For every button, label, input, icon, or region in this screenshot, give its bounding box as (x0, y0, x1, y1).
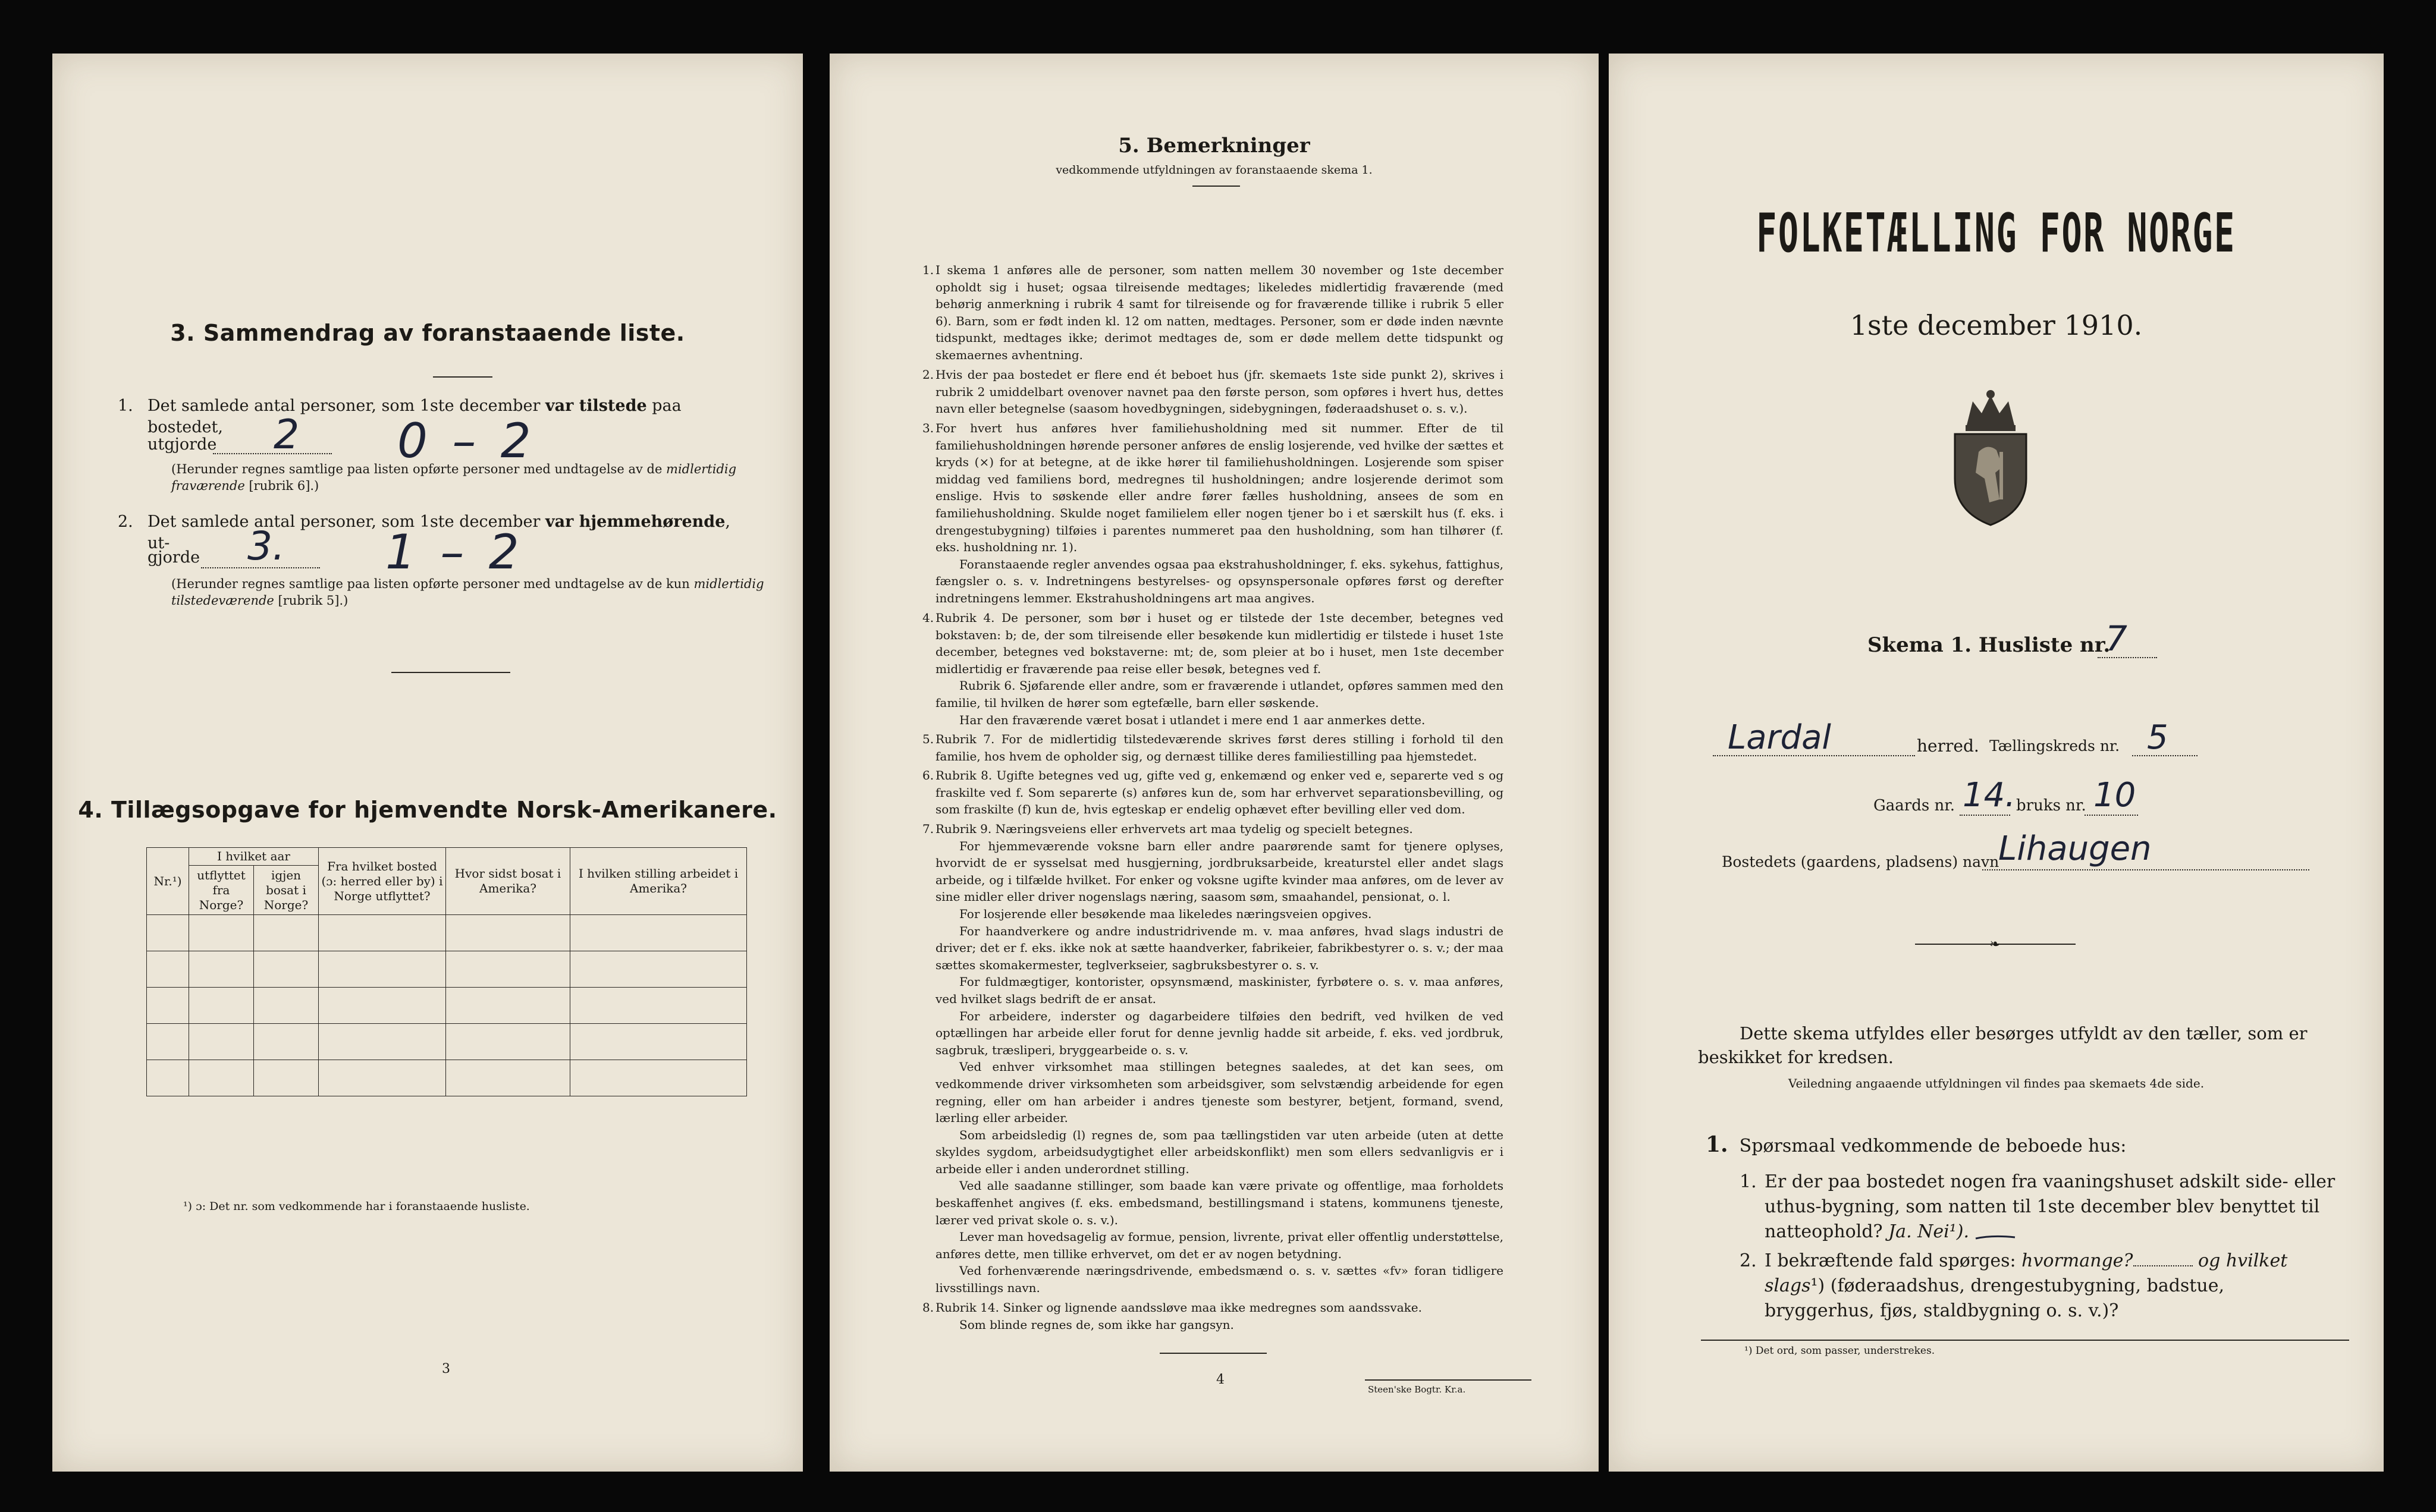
col-header-hvor-bosat: Hvor sidst bosat i Amerika? (446, 848, 570, 915)
fill-line (213, 453, 332, 454)
page-number: 4 (1216, 1372, 1225, 1387)
handwritten-annotation: 0 – 2 (397, 413, 536, 469)
page-footnote: ¹) Det ord, som passer, understrekes. (1744, 1345, 1935, 1357)
item-number: 2. (118, 513, 133, 531)
handwritten-bruks-nr: 10 (2093, 776, 2136, 815)
remark-paragraph: Rubrik 6. Sjøfarende eller andre, som er fraværende i utlandet, opføres sammen med den familie, til hvilken de hører som egtefælle, barn eller søskende. (936, 678, 1503, 710)
item-number: 1. (118, 397, 133, 415)
remarks-subtitle: vedkommende utfyldningen av foranstaaende skema 1. (1056, 164, 1373, 177)
table-row (147, 1024, 747, 1060)
utgjorde-label: gjorde (147, 548, 200, 567)
questions-heading (1706, 1133, 2126, 1158)
remark-number: 8. (922, 1300, 934, 1315)
section-3-title: 3. Sammendrag av foranstaaende liste. (170, 320, 685, 346)
census-title: FOLKETÆLLING FOR NORGE (1756, 202, 2236, 265)
remarks-title: 5. Bemerkninger (1118, 134, 1310, 158)
remark-paragraph: Lever man hovedsagelig av formue, pension, livrente, privat eller offentlig understøttelse, anføres dette, men tillike erhvervet, om det er av nogen betydning. (936, 1230, 1503, 1261)
note-text: [rubrik 6].) (244, 479, 319, 493)
handwritten-gaards-nr: 14. (1963, 776, 2016, 815)
handwritten-hjemme-count: 3. (247, 523, 285, 569)
veiledning-text: Veiledning angaaende utfyldningen vil findes paa skemaets 4de side. (1788, 1076, 2205, 1090)
question-text: ¹) (føderaadshus, drengestubygning, badstue, bryggerhus, fjøs, staldbygning o. s. v.)? (1765, 1275, 2224, 1321)
remark-paragraph: Rubrik 7. For de midlertidig tilstedeværende skrives først deres stilling i forhold til den familie, hos hvem de opholder sig, og dernæst tillike deres familiestilling paa hjemstedet. (936, 732, 1503, 763)
table-footnote: ¹) ɔ: Det nr. som vedkommende har i foranstaaende husliste. (183, 1200, 530, 1213)
table-row (147, 915, 747, 951)
remark-paragraph: For fuldmægtiger, kontorister, opsynsmænd, maskinister, fyrbøtere o. s. v. maa anføres, ved hvilket slags bedrift de er ansat. (936, 975, 1503, 1006)
handwritten-bosted-navn: Lihaugen (1998, 829, 2152, 868)
item-text-bold: var tilstede (545, 397, 647, 415)
question-number: 1. (1740, 1171, 1757, 1192)
remark-paragraph: For hjemmeværende voksne barn eller andre paarørende samt for tjenere oplyses, hvorvidt de er sysselsat med husgjerning, jordbruksarbeide, kreaturstel eller andet slags arbeide, og i tilfælde hvilket. For enker og voksne ugifte kvinder maa anføres, om de lever av sine midler eller driver nogenslags næring, saasom søm, smaahandel, pensionat, o. l. (936, 838, 1503, 904)
divider (1701, 1340, 2349, 1341)
section-4-title: 4. Tillægsopgave for hjemvendte Norsk-Amerikanere. (78, 797, 777, 823)
handwritten-annotation: 1 – 2 (385, 524, 524, 580)
table-row (147, 1060, 747, 1096)
remark-number: 3. (922, 421, 934, 435)
remark-paragraph: Som arbeidsledig (l) regnes de, som paa tællingstiden var uten arbeide (uten at dette skyldes sygdom, arbeidsudygtighet eller arbeidskonflikt) men som ellers sedvanligvis er i arbeide eller i anden underordnet stilling. (936, 1127, 1503, 1176)
summary-note-1 (171, 461, 796, 494)
page-number: 3 (442, 1362, 450, 1376)
fill-line (2085, 815, 2138, 816)
bosted-label: Bostedets (gaardens, pladsens) navn (1722, 853, 1999, 870)
remark-paragraph: Rubrik 9. Næringsveiens eller erhvervets art maa tydelig og specielt betegnes. (936, 822, 1413, 836)
heading-text: Spørsmaal vedkommende de beboede hus: (1739, 1136, 2127, 1156)
item-text-bold: var hjemmehørende (545, 513, 726, 531)
remark-paragraph: Ved alle saadanne stillinger, som baade kan være private og offentlige, maa forholdets beskaffenhet angives (f. eks. embedsmand, bestillingsmand i statens, kommunens tjeneste, lærer ved privat skole o. s. v.). (936, 1178, 1503, 1227)
question-text: I bekræftende fald spørges: (1765, 1250, 2022, 1271)
divider (1160, 1353, 1267, 1354)
remark-item (922, 767, 1503, 818)
remark-paragraph: For hvert hus anføres hver familiehusholdning med sit nummer. Efter de til familiehusholdningen hørende personer anføres de enslig losjerende, ved hvilke der sættes et kryds (×) for at betegne, at de ikke hører til familiehusholdningen. Losjerende som spiser middag ved familiens bord, medregnes til husholdningen; andre losjerende derimot som enslige. Hvis to søskende eller andre fører fælles husholdning, ansees de som en familiehusholdning. Skulde noget familielem eller nogen tjener bo i et særskilt hus (f. eks. i drengestubygning) tilføies i parentes nummeret paa den husholdning, som han tilhører (f. eks. husholdning nr. 1). (936, 421, 1503, 555)
census-date: 1ste december 1910. (1850, 309, 2143, 341)
remark-paragraph: Rubrik 14. Sinker og lignende aandssløve maa ikke medregnes som aandssvake. (936, 1300, 1422, 1315)
item-text: Det samlede antal personer, som 1ste december (147, 513, 545, 531)
remark-paragraph: Rubrik 8. Ugifte betegnes ved ug, gifte ved g, enkemænd og enker ved e, separerte ved s og fraskilte ved f. Som separerte (s) anføres kun de, som har erhvervet separationsbevilling, og som fraskilte (f) kun de, hvis egteskap er endelig ophævet efter bevilling eller ved dom. (936, 768, 1503, 817)
col-header-fra-bosted: Fra hvilket bosted (ɔ: herred eller by) i Norge utflyttet? (319, 848, 446, 915)
remark-paragraph: Rubrik 4. De personer, som bør i huset og er tilstede der 1ste december, betegnes ved bokstaven: b; de, der som tilreisende eller besøkende kun midlertidig er tilstede i huset 1ste december, betegnes ved bokstaverne: mt; de, som pleier at bo i huset, men 1ste december midlertidig er fraværende paa reise eller besøk, betegnes ved f. (936, 611, 1503, 676)
remark-paragraph: Som blinde regnes de, som ikke har gangsyn. (959, 1317, 1234, 1332)
item-text: paa bostedet, (147, 397, 682, 436)
question-text: Er der paa bostedet nogen fra vaaningshuset adskilt side- eller uthus-bygning, som natten til 1ste december blev benyttet til natteophold? (1765, 1171, 2335, 1242)
remark-number: 2. (922, 367, 934, 382)
question-text-italic: og hvilket slags (1765, 1250, 2288, 1296)
handwritten-husliste-nr: 7 (2105, 618, 2127, 659)
utgjorde-label: utgjorde (147, 435, 217, 454)
divider (391, 672, 510, 673)
col-header-year-group: I hvilket aar (189, 848, 319, 866)
handwritten-herred: Lardal (1728, 718, 1831, 757)
instruction-text: Dette skema utfyldes eller besørges utfyldt av den tæller, som er beskikket for kredsen. (1698, 1023, 2308, 1067)
coat-of-arms-icon (1943, 383, 2038, 526)
remark-number: 4. (922, 611, 934, 625)
skema-label: Skema 1. Husliste nr. (1867, 633, 2111, 657)
col-header-stilling: I hvilken stilling arbeidet i Amerika? (570, 848, 747, 915)
divider (433, 376, 492, 378)
remark-item (922, 366, 1503, 417)
handwritten-tilstede-count: 2 (274, 411, 300, 458)
nei-underline-mark (1974, 1234, 2016, 1241)
fill-line (1982, 869, 2309, 870)
question-1 (1740, 1170, 2335, 1244)
remark-item (922, 609, 1503, 728)
bruks-label: bruks nr. (2016, 797, 2086, 815)
remark-item (922, 731, 1503, 765)
question-options: Ja. Nei¹). (1888, 1221, 1970, 1242)
question-2 (1740, 1249, 2335, 1324)
gaards-label: Gaards nr. (1873, 797, 1955, 815)
remark-item (922, 420, 1503, 607)
page-3 (52, 54, 803, 1472)
kreds-label: Tællingskreds nr. (1989, 737, 2120, 755)
remark-paragraph: For haandverkere og andre industridrivende m. v. maa anføres, hvad slags industri de driver; det er f. eks. ikke nok at sætte haandverker, fabrikeier, fabrikbestyrer o. s. v.; der maa sættes skomakermester, teglverkseier, sagbruksbestyrer o. s. v. (936, 923, 1503, 972)
col-header-utflyttet: utflyttet fra Norge? (189, 866, 254, 915)
remark-paragraph: Foranstaaende regler anvendes ogsaa paa ekstrahusholdninger, f. eks. sykehus, fattighus, fængsler o. s. v. Indretningens bestyrelses- og opsynspersonale opføres først og derefter indretningens lemmer. Ekstrahusholdningens art maa angives. (936, 557, 1503, 605)
table-row (147, 951, 747, 988)
page-1-cover (1609, 54, 2384, 1472)
note-text-italic: midlertidig fraværende (171, 462, 737, 493)
ornament-icon: ❧ (1989, 937, 2001, 952)
remark-paragraph: Har den fraværende været bosat i utlandet i mere end 1 aar anmerkes dette. (959, 712, 1426, 727)
fill-line (1960, 815, 2010, 816)
norsk-amerikaner-table (146, 847, 747, 1096)
table-row (147, 988, 747, 1024)
herred-label: herred. (1917, 736, 1979, 756)
note-text: (Herunder regnes samtlige paa listen opførte personer med undtagelse av de (171, 462, 667, 476)
item-text: Det samlede antal personer, som 1ste december (147, 397, 545, 415)
divider (1365, 1379, 1531, 1381)
col-header-nr: Nr.¹) (147, 848, 189, 915)
col-header-igjen-bosat: igjen bosat i Norge? (254, 866, 319, 915)
remark-item (922, 262, 1503, 364)
summary-note-2 (171, 576, 796, 609)
question-number: 2. (1740, 1250, 1757, 1271)
remark-paragraph: Hvis der paa bostedet er flere end ét beboet hus (jfr. skemaets 1ste side punkt 2), skrives i rubrik 2 umiddelbart ovenover navnet paa den første person, som opføres i hvert hus, dettes navn eller betegnelse (saasom hovedbygningen, sidebygningen, føderaadshuset o. s. v.). (936, 367, 1503, 416)
remark-number: 7. (922, 822, 934, 836)
question-text-italic: hvormange? (2021, 1250, 2133, 1271)
remark-number: 5. (922, 732, 934, 746)
remark-item (922, 821, 1503, 1297)
note-text-italic: midlertidig tilstedeværende (171, 577, 764, 608)
remark-paragraph: Ved enhver virksomhet maa stillingen betegnes saaledes, at det kan sees, om vedkommende driver virksomheten som arbeidsgiver, som selvstændig arbeidende for egen regning, eller om han arbeider i andres tjeneste som bestyrer, betjent, formand, svend, lærling eller arbeider. (936, 1060, 1503, 1126)
divider (1192, 186, 1240, 187)
remark-paragraph: I skema 1 anføres alle de personer, som natten mellem 30 november og 1ste december opholdt sig i huset; ogsaa tilreisende medtages; likeledes midlertidig fraværende (med behørig anmerkning i rubrik 4 samt for tilreisende og for fraværende tillike i rubrik 5 eller 6). Barn, som er født inden kl. 12 om natten, medtages. Personer, som er døde inden nævnte tidspunkt, medtages ikke; derimot medtages de, som er døde mellem dette tidspunkt og skemaernes avhentning. (936, 263, 1503, 362)
handwritten-kreds-nr: 5 (2147, 718, 2168, 757)
remark-item (922, 1299, 1503, 1333)
page-4 (830, 54, 1599, 1472)
item-text: , ut- (147, 513, 730, 552)
note-text: [rubrik 5].) (274, 593, 349, 608)
heading-number: 1. (1706, 1132, 1728, 1157)
printer-mark: Steen'ske Bogtr. Kr.a. (1368, 1384, 1466, 1395)
remark-paragraph: Ved forhenværende næringsdrivende, embedsmænd o. s. v. sættes «fv» foran tidligere livsstillings navn. (936, 1263, 1503, 1296)
remark-number: 6. (922, 768, 934, 782)
remark-number: 1. (922, 263, 934, 277)
remark-paragraph: For arbeidere, inderster og dagarbeidere tilføies den bedrift, ved hvilken de ved optællingen har arbeide eller forut for denne jevnlig hadde sit arbeide, f. eks. ved jordbruk, sagbruk, træsliperi, bryggearbeide o. s. v. (936, 1008, 1503, 1057)
note-text: (Herunder regnes samtlige paa listen opførte personer med undtagelse av de kun (171, 577, 694, 591)
remark-paragraph: For losjerende eller besøkende maa likeledes næringsveien opgives. (959, 906, 1372, 921)
